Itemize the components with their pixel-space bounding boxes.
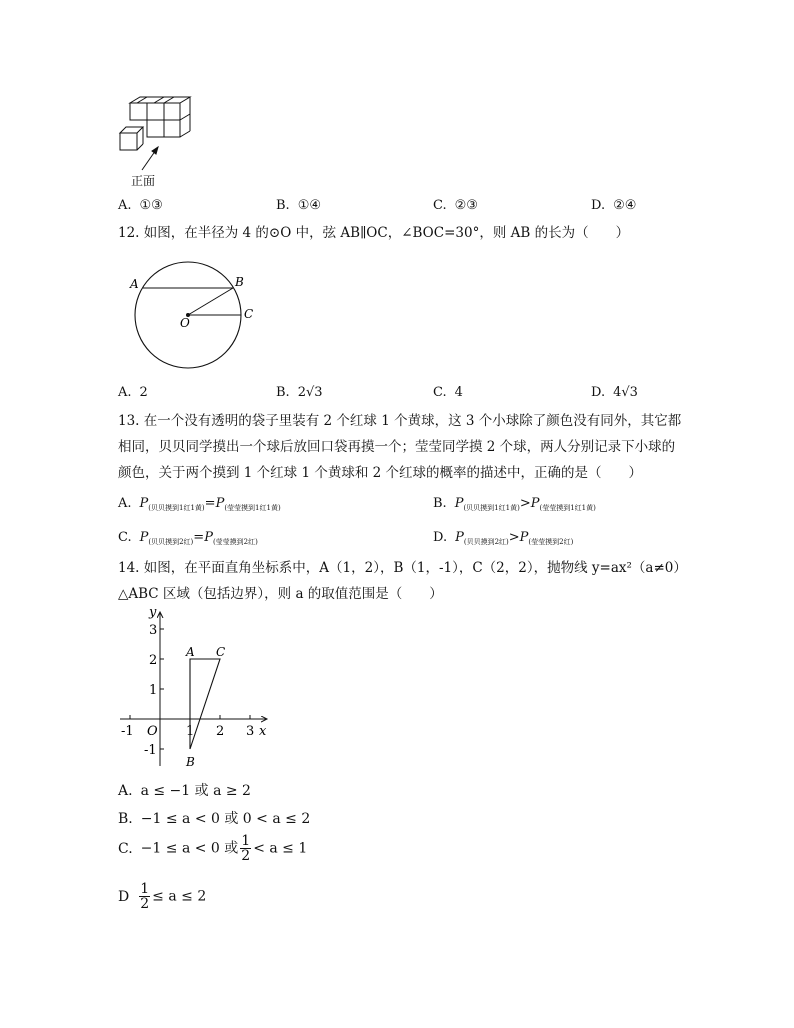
event-subscript: (莹莹摸到2红) — [528, 538, 574, 546]
y-tick-label: -1 — [144, 743, 157, 758]
option-letter: C. — [118, 530, 132, 545]
point-b-label: B — [235, 275, 244, 289]
fraction-denominator: 2 — [241, 848, 251, 864]
option-letter: D — [118, 888, 130, 905]
point-c-label: C — [216, 645, 226, 659]
y-tick-label: 2 — [149, 653, 158, 668]
coordinate-plane-figure — [112, 606, 282, 776]
q13-stem-line3: 颜色，关于两个摸到 1 个红球 1 个黄球和 2 个红球的概率的描述中，正确的是（ ） — [118, 465, 643, 481]
option-letter: D. — [591, 198, 606, 213]
option-text: < a ≤ 1 — [253, 840, 308, 857]
option-letter: B. — [276, 198, 290, 213]
option-text: ①③ — [139, 198, 163, 213]
option-letter: B. — [118, 811, 133, 827]
option-text: a ≤ −1 或 a ≥ 2 — [140, 783, 251, 799]
q13-stem-line1: 13. 在一个没有透明的袋子里装有 2 个红球 1 个黄球，这 3 个小球除了颜色没有同外，其它都 — [118, 413, 682, 429]
q14-option-b[interactable] — [118, 808, 310, 828]
option-text: 4 — [454, 385, 463, 400]
p-symbol: P — [530, 496, 540, 511]
q12-option-b[interactable] — [276, 385, 323, 400]
x-tick-label: 2 — [216, 724, 225, 739]
option-letter: B. — [276, 385, 290, 400]
option-letter: A. — [118, 198, 132, 213]
event-subscript: (莹莹摸到2红) — [212, 538, 258, 546]
q13-option-a[interactable] — [118, 496, 281, 513]
fraction-one-half — [139, 882, 150, 911]
q14-option-c[interactable] — [118, 834, 307, 863]
q13-option-b[interactable] — [433, 496, 596, 513]
option-letter: A. — [118, 783, 133, 799]
relation: > — [519, 496, 531, 511]
q13-option-c[interactable] — [118, 530, 258, 547]
q11-option-c[interactable] — [433, 198, 478, 213]
q13-stem-line2: 相同，贝贝同学摸出一个球后放回口袋再摸一个；莹莹同学摸 2 个球，两人分别记录下小球的 — [118, 439, 676, 455]
p-symbol: P — [204, 530, 213, 545]
q12-option-a[interactable] — [118, 385, 148, 400]
fraction-numerator: 1 — [241, 833, 251, 849]
relation: > — [508, 530, 520, 545]
q12-stem: 12. 如图，在半径为 4 的⊙O 中，弦 AB∥OC，∠BOC=30°，则 AB 的长为（ ） — [118, 225, 630, 241]
option-letter: D. — [433, 530, 448, 545]
p-symbol: P — [139, 530, 149, 545]
event-subscript: (莹莹摸到1红1黄) — [224, 504, 281, 512]
x-tick-label: 1 — [186, 724, 195, 739]
q14-stem-line1: 14. 如图，在平面直角坐标系中，A（1，2），B（1，-1），C（2，2），抛物线 y=ax²（a≠0） — [118, 560, 687, 576]
q11-option-a[interactable] — [118, 198, 163, 213]
point-o-label: O — [180, 316, 190, 330]
p-symbol: P — [215, 496, 225, 511]
y-tick-label: 1 — [149, 683, 158, 698]
fraction-one-half — [240, 834, 251, 863]
p-symbol: P — [139, 496, 149, 511]
option-letter: B. — [433, 496, 447, 511]
cube-stack-figure — [112, 95, 202, 195]
circle-figure — [124, 256, 264, 372]
y-tick-label: 3 — [149, 623, 158, 638]
option-letter: D. — [591, 385, 606, 400]
option-letter: C. — [433, 385, 447, 400]
y-axis-label: y — [149, 606, 157, 620]
option-letter: A. — [118, 496, 132, 511]
point-a-label: A — [186, 645, 195, 659]
option-text: ≤ a ≤ 2 — [152, 888, 207, 905]
event-subscript: (贝贝摸到1红1黄) — [148, 504, 205, 512]
option-text: ①④ — [297, 198, 321, 213]
option-text: ②③ — [454, 198, 478, 213]
p-symbol: P — [454, 496, 464, 511]
event-subscript: (贝贝摸到1红1黄) — [463, 504, 520, 512]
relation: = — [193, 530, 205, 545]
option-text: −1 ≤ a < 0 或 — [140, 840, 239, 857]
point-c-label: C — [244, 307, 254, 321]
x-tick-label: 3 — [246, 724, 255, 739]
point-b-label: B — [186, 755, 195, 769]
option-letter: A. — [118, 385, 132, 400]
q12-option-c[interactable] — [433, 385, 463, 400]
event-subscript: (贝贝摸到2红) — [148, 538, 194, 546]
option-letter: C. — [433, 198, 447, 213]
event-subscript: (莹莹摸到1红1黄) — [539, 504, 596, 512]
q11-option-b[interactable] — [276, 198, 321, 213]
fraction-denominator: 2 — [140, 896, 150, 912]
p-symbol: P — [519, 530, 529, 545]
option-text: −1 ≤ a < 0 或 0 < a ≤ 2 — [140, 811, 311, 827]
option-text: ②④ — [613, 198, 637, 213]
q14-option-d[interactable] — [118, 882, 206, 911]
x-axis-label: x — [259, 724, 267, 739]
p-symbol: P — [455, 530, 464, 545]
q14-stem-line2: △ABC 区域（包括边界），则 a 的取值范围是（ ） — [118, 586, 443, 602]
q12-option-d[interactable] — [591, 385, 638, 400]
origin-label: O — [147, 724, 158, 739]
option-text: 4√3 — [613, 385, 638, 400]
q13-option-d[interactable] — [433, 530, 573, 547]
x-tick-label: -1 — [121, 724, 134, 739]
option-text: 2 — [139, 385, 148, 400]
option-text: 2√3 — [297, 385, 323, 400]
q14-option-a[interactable] — [118, 780, 251, 800]
option-letter: C. — [118, 840, 133, 857]
fraction-numerator: 1 — [140, 881, 150, 897]
relation: = — [204, 496, 216, 511]
q11-option-d[interactable] — [591, 198, 636, 213]
point-a-label: A — [130, 277, 139, 291]
event-subscript: (贝贝摸到2红) — [463, 538, 509, 546]
front-view-label: 正面 — [131, 174, 156, 188]
